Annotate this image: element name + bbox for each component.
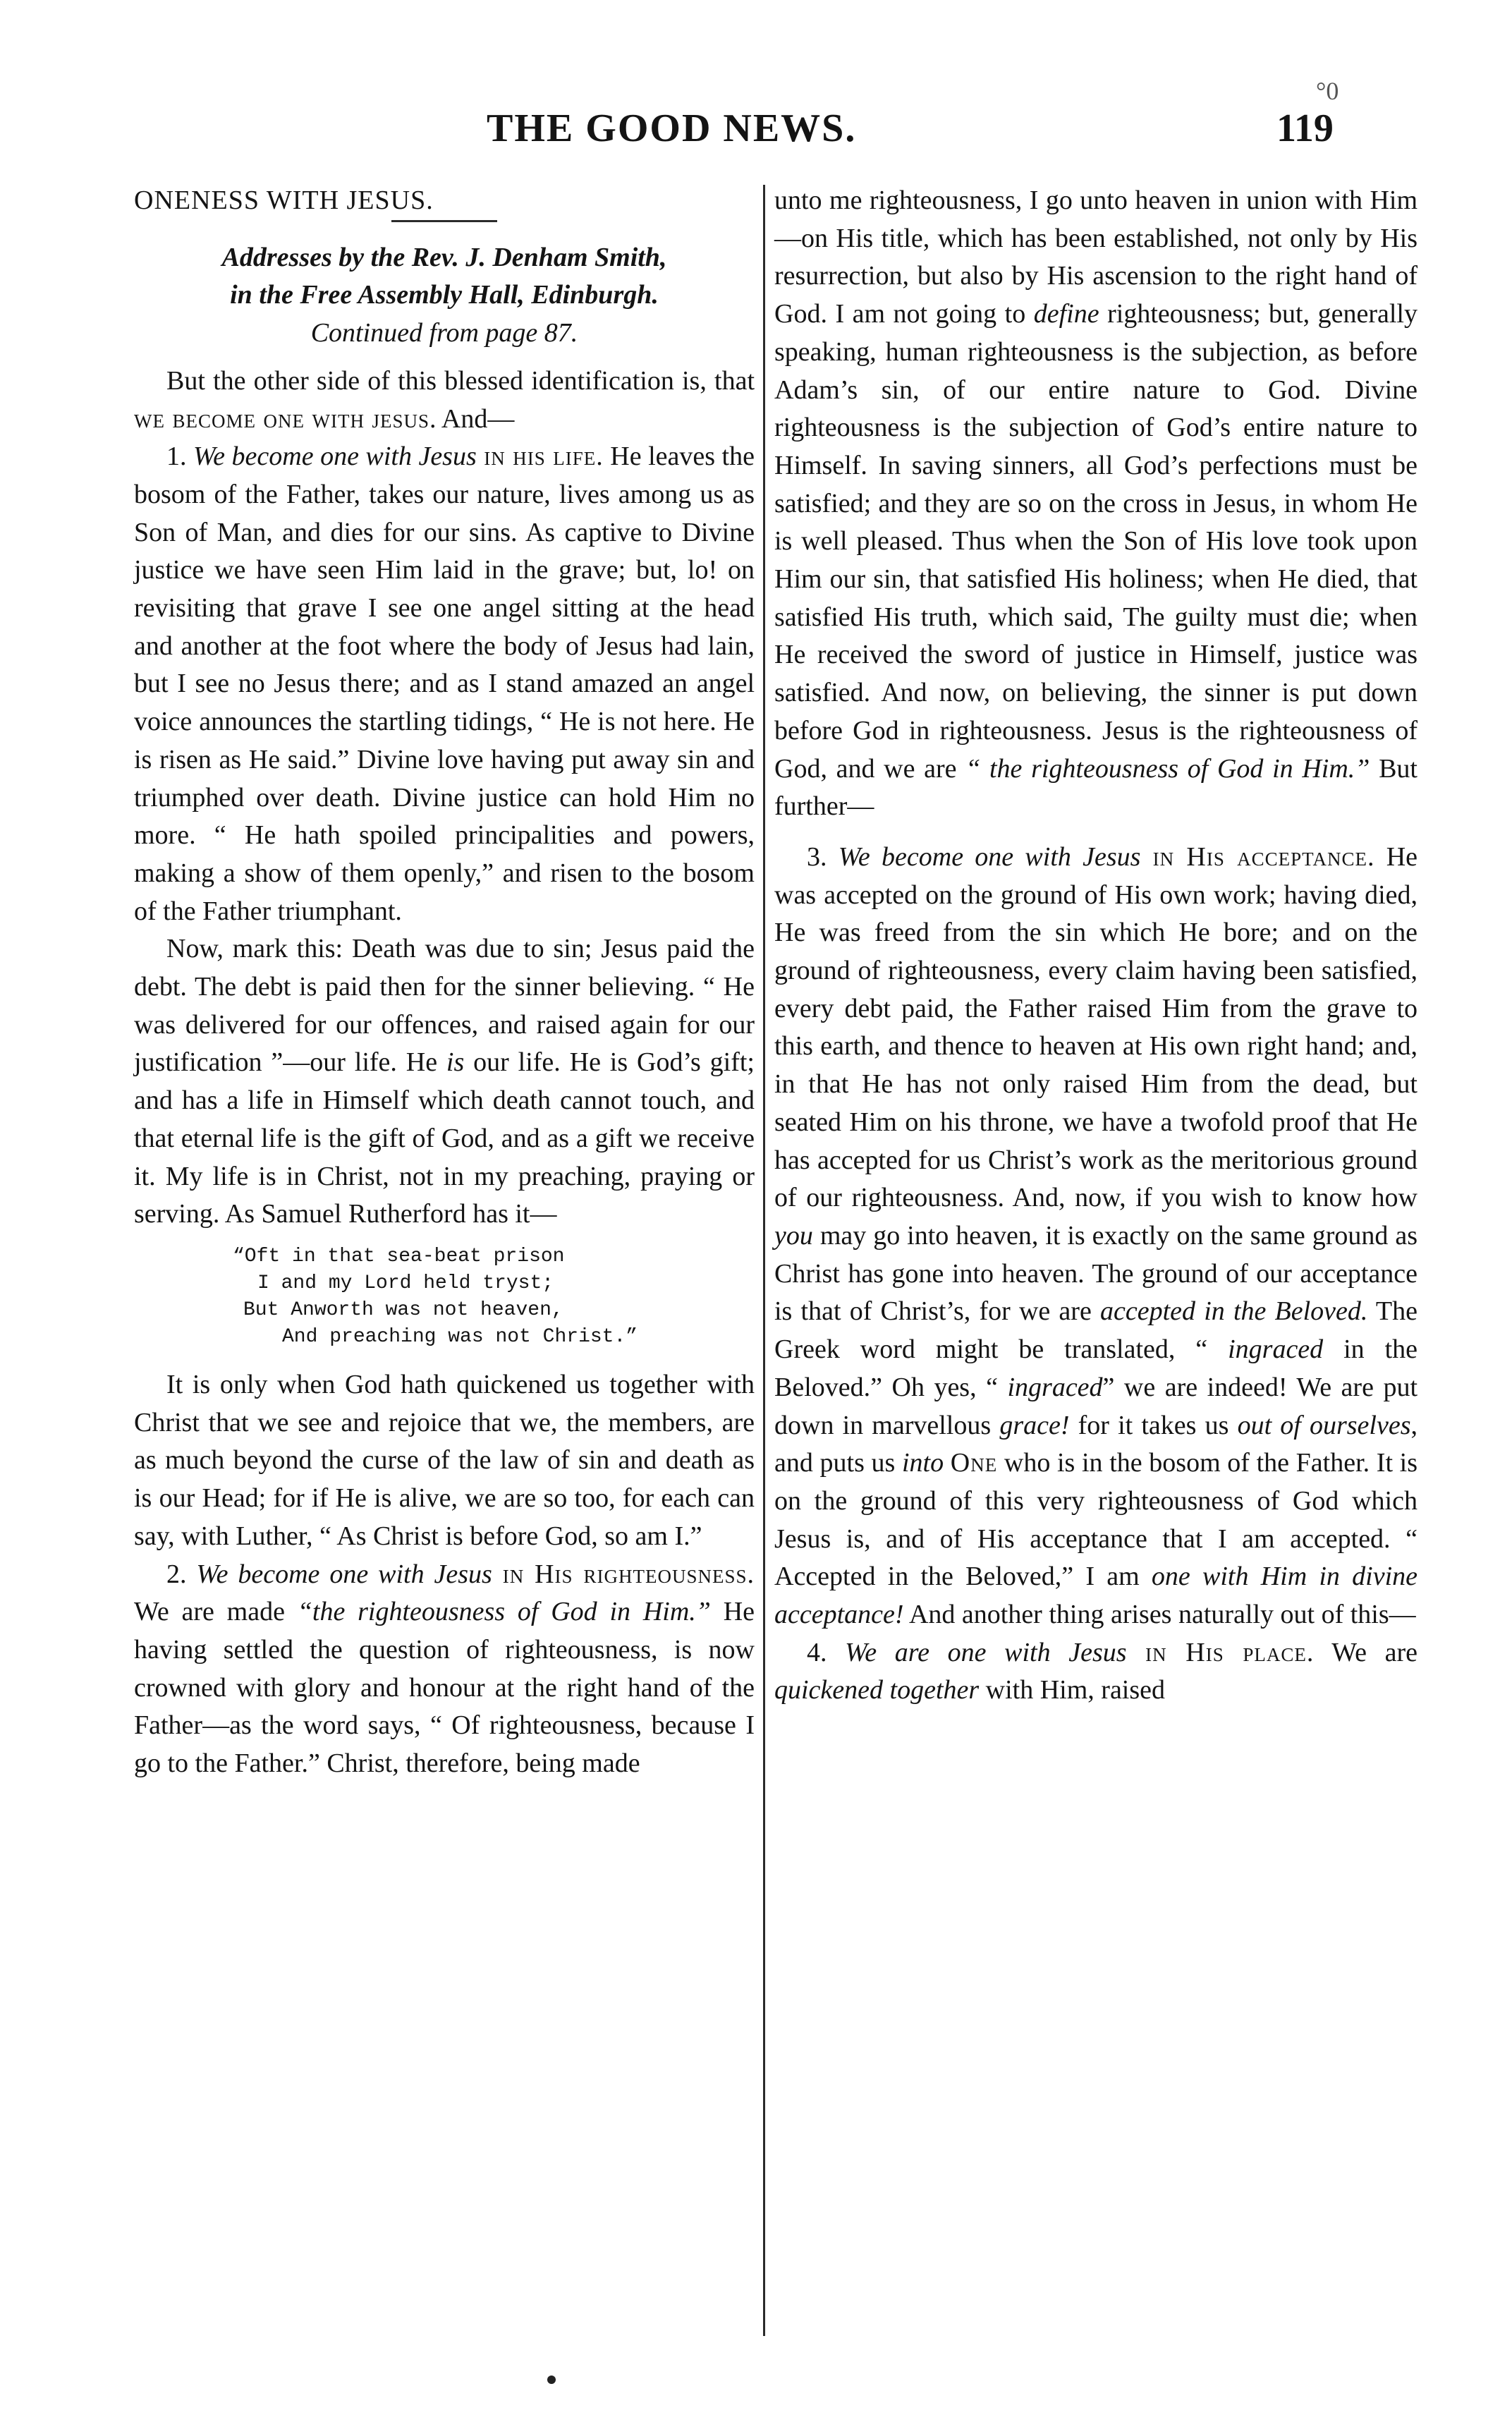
paragraph: It is only when God hath quickened us together with Christ that we see and rejoice that we, the members, are as much beyond the curse of the law of sin and death as is our Head; for if He is alive, we are so too, for each can say, with Luther, “ As Christ is before God, so am I.”	[134, 1369, 755, 1551]
continued-note: Continued from page 87.	[310, 318, 578, 348]
ink-dot	[547, 2376, 556, 2384]
article-title: ONENESS WITH JESUS.	[134, 185, 434, 215]
poem-line: “Oft in that sea-beat prison	[233, 1245, 565, 1267]
running-title: THE GOOD NEWS.	[487, 107, 857, 150]
page-number: 119	[1276, 107, 1334, 150]
paragraph: 3. We become one with Jesus in His acceptance. He was accepted on the ground of His own work; having died, He was freed from the sin which He bore; and on the ground of righteousness, every claim having been satisfied, every debt paid, the Father raised Him from the grave to this earth, and thence to heaven at His own right hand; and, in that He has not only raised Him from the dead, but seated Him on his throne, we have a twofold proof that He has accepted for us Christ’s work as the meritorious ground of our righteousness. And, now, if you wish to know how you may go into heaven, it is exactly on the same ground as Christ has gone into heaven. The ground of our acceptance is that of Christ’s, for we are accepted in the Beloved. The Greek word might be translated, “ ingraced in the Beloved.” Oh yes, “ ingraced” we are indeed! We are put down in marvellous grace! for it takes us out of ourselves, and puts us into One who is in the bosom of the Father. It is on the ground of this very righteousness of God which Jesus is, and of His acceptance that I am accepted. “ Accepted in the Beloved,” I am one with Him in divine acceptance! And another thing arises naturally out of this—	[774, 841, 1418, 1630]
paragraph: But the other side of this blessed identification is, that we become one with jesus. And—	[134, 365, 755, 434]
paragraph: Now, mark this: Death was due to sin; Jesus paid the debt. The debt is paid then for the sinner believing. “ He was delivered for our offences, and raised again for our justification ”—our life. He is our life. He is God’s gift; and has a life in Himself which death cannot touch, and that eternal life is the gift of God, and as a gift we receive it. My life is in Christ, not in my preaching, praying or serving. As Samuel Rutherford has it—	[134, 934, 755, 1229]
paragraph: 1. We become one with Jesus in his life. He leaves the bosom of the Father, takes our nature, lives among us as Son of Man, and dies for our sins. As captive to Divine justice we have seen Him laid in the grave; but, lo! on revisiting that grave I see one angel sitting at the head and another at the foot where the body of Jesus had lain, but I see no Jesus there; and as I stand amazed an angel voice announces the startling tidings, “ He is not here. He is risen as He said.” Divine love having put away sin and triumphed over death. Divine justice can hold Him no more. “ He hath spoiled principalities and powers, making a show of them openly,” and risen to the bosom of the Father triumphant.	[134, 442, 755, 926]
paragraph: 4. We are one with Jesus in His place. We are quickened together with Him, raised	[774, 1637, 1418, 1705]
title-rule	[391, 220, 497, 222]
paragraph: unto me righteousness, I go unto heaven in union with Him—on His title, which has been established, not only by His resurrection, but also by His ascension to the right hand of God. I am not going to define righteousness; but, generally speaking, human righteousness is the subjection, as before Adam’s sin, of our entire nature to God. Divine righteousness is the subjection of God’s entire nature to Himself. In saving sinners, all God’s perfections must be satisfied; and they are so on the cross in Jesus, in whom He is well pleased. Thus when the Son of His love took upon Him our sin, that satisfied His holiness; when He died, that satisfied His truth, which said, The guilty must die; when He received the sword of justice in Himself, justice was satisfied. And now, on believing, the sinner is put down before God in righteousness. Jesus is the righteousness of God, and we are “ the righteousness of God in Him.” But further—	[774, 185, 1418, 822]
poem-quote	[134, 1243, 755, 1351]
corner-mark: °0	[1316, 77, 1339, 105]
column-divider	[763, 185, 765, 2336]
page-header	[0, 106, 1512, 169]
poem-line: I and my Lord held tryst;	[257, 1272, 554, 1294]
poem-line: But Anworth was not heaven,	[243, 1298, 563, 1321]
left-column	[134, 182, 755, 1783]
paragraph: 2. We become one with Jesus in His righteousness. We are made “the righteousness of God in Him.” He having settled the question of righteousness, is now crowned with glory and honour at the right hand of the Father—as the word says, “ Of righteousness, because I go to the Father.” Christ, therefore, being made	[134, 1559, 755, 1779]
right-column	[774, 182, 1418, 1710]
byline-line-1: Addresses by the Rev. J. Denham Smith,	[221, 242, 667, 272]
byline-line-2: in the Free Assembly Hall, Edinburgh.	[230, 280, 659, 310]
poem-line: And preaching was not Christ.”	[282, 1325, 638, 1348]
